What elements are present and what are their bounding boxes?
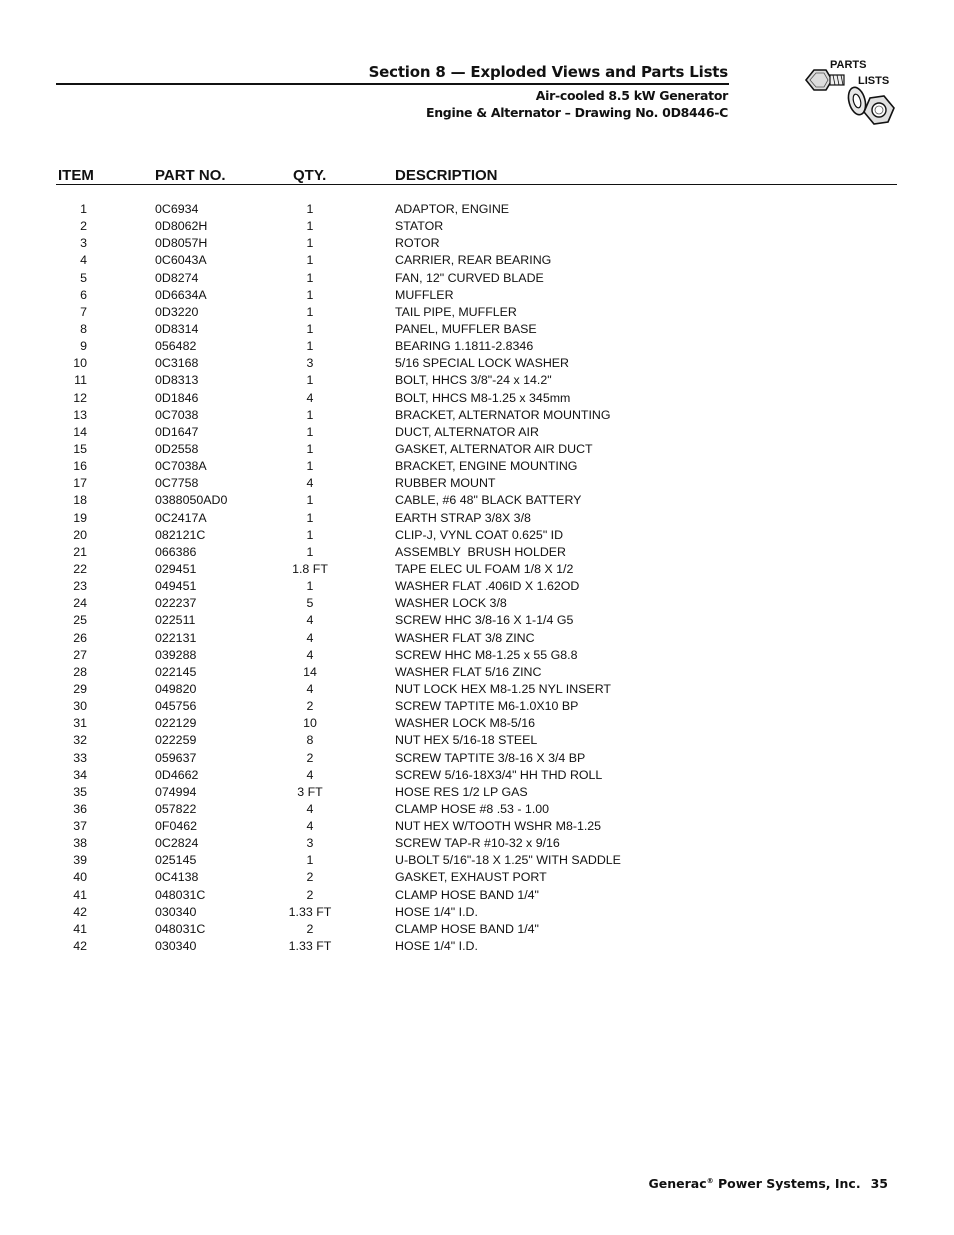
cell-qty: 1 <box>306 287 314 302</box>
cell-description: BRACKET, ENGINE MOUNTING <box>395 459 578 474</box>
table-row <box>0 338 954 355</box>
cell-qty: 1.33 FT <box>288 904 332 919</box>
cell-description: FAN, 12" CURVED BLADE <box>395 270 544 285</box>
cell-item: 11 <box>74 373 87 388</box>
table-row <box>0 321 954 338</box>
cell-part-no: 082121C <box>155 527 206 542</box>
cell-item: 4 <box>80 253 87 268</box>
parts-lists-logo-icon <box>800 54 900 134</box>
cell-part-no: 0C2824 <box>155 836 199 851</box>
cell-part-no: 022131 <box>155 630 197 645</box>
cell-description: WASHER FLAT 3/8 ZINC <box>395 630 535 645</box>
cell-item: 5 <box>80 270 87 285</box>
table-row <box>0 252 954 269</box>
cell-qty: 1 <box>306 493 314 508</box>
cell-item: 14 <box>73 424 87 439</box>
cell-item: 7 <box>80 304 87 319</box>
cell-part-no: 0D8057H <box>155 236 208 251</box>
cell-item: 21 <box>73 544 87 559</box>
cell-item: 31 <box>73 716 87 731</box>
cell-description: 5/16 SPECIAL LOCK WASHER <box>395 356 569 371</box>
cell-part-no: 0D1647 <box>155 424 199 439</box>
cell-description: STATOR <box>395 219 444 234</box>
section-title: Section 8 — Exploded Views and Parts Lists <box>368 63 728 81</box>
cell-qty: 1 <box>306 579 314 594</box>
table-row <box>0 835 954 852</box>
cell-description: WASHER LOCK M8-5/16 <box>395 716 536 731</box>
cell-item: 19 <box>73 510 87 525</box>
cell-description: BEARING 1.1811-2.8346 <box>395 339 534 354</box>
table-row <box>0 595 954 612</box>
column-header-qty: QTY. <box>293 167 327 184</box>
cell-item: 24 <box>73 596 87 611</box>
cell-item: 38 <box>73 836 87 851</box>
table-row <box>0 750 954 767</box>
cell-part-no: 0C3168 <box>155 356 199 371</box>
cell-qty: 5 <box>306 596 314 611</box>
cell-qty: 1 <box>306 236 314 251</box>
cell-item: 28 <box>73 664 87 679</box>
cell-description: BOLT, HHCS 3/8"-24 x 14.2" <box>395 373 552 388</box>
cell-qty: 4 <box>306 476 314 491</box>
cell-item: 35 <box>73 784 87 799</box>
table-row <box>0 887 954 904</box>
table-row <box>0 304 954 321</box>
cell-qty: 2 <box>306 699 314 714</box>
table-header-rule <box>56 184 897 185</box>
cell-qty: 8 <box>306 733 314 748</box>
cell-item: 37 <box>73 819 87 834</box>
cell-item: 6 <box>80 287 87 302</box>
cell-description: RUBBER MOUNT <box>395 476 496 491</box>
cell-part-no: 022237 <box>155 596 197 611</box>
cell-description: HOSE 1/4" I.D. <box>395 939 478 954</box>
cell-part-no: 0C7038A <box>155 459 207 474</box>
cell-qty: 4 <box>306 630 314 645</box>
cell-item: 34 <box>73 767 87 782</box>
cell-description: SCREW TAPTITE M6-1.0X10 BP <box>395 699 579 714</box>
column-header-description: DESCRIPTION <box>395 167 498 184</box>
cell-item: 12 <box>73 390 87 405</box>
cell-qty: 4 <box>306 801 314 816</box>
table-row <box>0 372 954 389</box>
cell-part-no: 0D3220 <box>155 304 199 319</box>
cell-item: 8 <box>80 321 87 336</box>
table-row <box>0 424 954 441</box>
cell-qty: 1 <box>306 253 314 268</box>
cell-description: BOLT, HHCS M8-1.25 x 345mm <box>395 390 571 405</box>
column-header-part-no: PART NO. <box>155 167 226 184</box>
cell-item: 36 <box>73 801 87 816</box>
cell-part-no: 022145 <box>155 664 197 679</box>
table-row <box>0 818 954 835</box>
cell-description: HOSE RES 1/2 LP GAS <box>395 784 528 799</box>
cell-description: SCREW HHC 3/8-16 X 1-1/4 G5 <box>395 613 574 628</box>
cell-description: GASKET, EXHAUST PORT <box>395 870 547 885</box>
cell-description: NUT HEX 5/16-18 STEEL <box>395 733 538 748</box>
cell-qty: 1 <box>306 527 314 542</box>
cell-part-no: 0C6043A <box>155 253 207 268</box>
cell-qty: 1 <box>306 321 314 336</box>
cell-qty: 3 <box>306 836 314 851</box>
cell-description: NUT HEX W/TOOTH WSHR M8-1.25 <box>395 819 602 834</box>
cell-description: MUFFLER <box>395 287 454 302</box>
cell-description: WASHER FLAT 5/16 ZINC <box>395 664 542 679</box>
cell-item: 42 <box>73 939 87 954</box>
table-row <box>0 767 954 784</box>
cell-part-no: 039288 <box>155 647 197 662</box>
header-rule <box>56 83 729 85</box>
cell-part-no: 030340 <box>155 939 197 954</box>
table-row <box>0 869 954 886</box>
cell-qty: 2 <box>306 750 314 765</box>
table-row <box>0 852 954 869</box>
cell-part-no: 0D8313 <box>155 373 199 388</box>
cell-description: CLAMP HOSE BAND 1/4" <box>395 921 539 936</box>
cell-qty: 1 <box>306 510 314 525</box>
cell-qty: 1 <box>306 270 314 285</box>
cell-item: 16 <box>73 459 87 474</box>
cell-description: CLAMP HOSE #8 .53 - 1.00 <box>395 801 550 816</box>
cell-qty: 4 <box>306 647 314 662</box>
table-row <box>0 647 954 664</box>
cell-description: ROTOR <box>395 236 440 251</box>
cell-qty: 1 <box>306 202 314 216</box>
cell-description: CARRIER, REAR BEARING <box>395 253 552 268</box>
cell-part-no: 0C2417A <box>155 510 207 525</box>
table-row <box>0 938 954 955</box>
cell-qty: 14 <box>303 664 317 679</box>
cell-part-no: 022129 <box>155 716 197 731</box>
cell-part-no: 074994 <box>155 784 197 799</box>
cell-description: SCREW HHC M8-1.25 x 55 G8.8 <box>395 647 578 662</box>
cell-part-no: 0D1846 <box>155 390 199 405</box>
table-row <box>0 561 954 578</box>
table-row <box>0 578 954 595</box>
cell-item: 41 <box>73 887 87 902</box>
cell-part-no: 022511 <box>155 613 196 628</box>
cell-part-no: 048031C <box>155 921 206 936</box>
cell-item: 27 <box>73 647 87 662</box>
cell-description: SCREW 5/16-18X3/4" HH THD ROLL <box>395 767 603 782</box>
table-row <box>0 270 954 287</box>
cell-part-no: 0D6634A <box>155 287 207 302</box>
cell-part-no: 029451 <box>155 561 197 576</box>
table-row <box>0 732 954 749</box>
table-row <box>0 407 954 424</box>
cell-item: 17 <box>73 476 87 491</box>
cell-part-no: 025145 <box>155 853 197 868</box>
cell-item: 18 <box>73 493 87 508</box>
cell-part-no: 0C4138 <box>155 870 199 885</box>
cell-part-no: 030340 <box>155 904 197 919</box>
cell-item: 2 <box>80 219 87 234</box>
table-row <box>0 612 954 629</box>
cell-part-no: 0D8274 <box>155 270 199 285</box>
cell-qty: 1 <box>306 459 314 474</box>
cell-part-no: 022259 <box>155 733 197 748</box>
table-row <box>0 510 954 527</box>
cell-qty: 2 <box>306 887 314 902</box>
cell-description: CABLE, #6 48" BLACK BATTERY <box>395 493 582 508</box>
cell-item: 39 <box>73 853 87 868</box>
table-row <box>0 904 954 921</box>
cell-item: 26 <box>73 630 87 645</box>
page-footer <box>649 1176 889 1191</box>
table-row <box>0 218 954 235</box>
cell-part-no: 049820 <box>155 681 197 696</box>
cell-part-no: 0388050AD0 <box>155 493 228 508</box>
cell-description: EARTH STRAP 3/8X 3/8 <box>395 510 531 525</box>
logo-text-parts: PARTS <box>830 59 867 71</box>
cell-qty: 4 <box>306 681 314 696</box>
cell-part-no: 0D8314 <box>155 321 199 336</box>
table-row <box>0 698 954 715</box>
cell-description: ASSEMBLY BRUSH HOLDER <box>395 544 566 559</box>
cell-part-no: 066386 <box>155 544 197 559</box>
cell-qty: 4 <box>306 819 314 834</box>
table-row <box>0 921 954 938</box>
parts-table-body <box>0 201 954 955</box>
cell-item: 3 <box>80 236 87 251</box>
cell-qty: 1.33 FT <box>288 939 332 954</box>
table-row <box>0 527 954 544</box>
footer-company-rest: Power Systems, Inc. <box>713 1176 861 1191</box>
table-row <box>0 681 954 698</box>
logo-text-lists: LISTS <box>858 75 890 87</box>
cell-description: WASHER LOCK 3/8 <box>395 596 507 611</box>
cell-item: 40 <box>73 870 87 885</box>
table-row <box>0 630 954 647</box>
cell-description: U-BOLT 5/16"-18 X 1.25" WITH SADDLE <box>395 853 621 868</box>
cell-qty: 1 <box>306 424 314 439</box>
cell-part-no: 059637 <box>155 750 197 765</box>
cell-part-no: 056482 <box>155 339 197 354</box>
cell-description: BRACKET, ALTERNATOR MOUNTING <box>395 407 611 422</box>
cell-qty: 1 <box>306 339 314 354</box>
cell-qty: 3 FT <box>297 784 323 799</box>
cell-item: 42 <box>73 904 87 919</box>
cell-qty: 3 <box>306 356 314 371</box>
cell-qty: 1 <box>306 219 314 234</box>
cell-part-no: 045756 <box>155 699 197 714</box>
cell-qty: 4 <box>306 767 314 782</box>
footer-company: Generac <box>648 1176 707 1191</box>
cell-item: 30 <box>73 699 87 714</box>
cell-description: WASHER FLAT .406ID X 1.62OD <box>395 579 580 594</box>
cell-description: DUCT, ALTERNATOR AIR <box>395 424 539 439</box>
cell-description: GASKET, ALTERNATOR AIR DUCT <box>395 441 593 456</box>
registered-mark: ® <box>706 1176 714 1185</box>
cell-part-no: 0C6934 <box>155 202 199 216</box>
cell-item: 32 <box>73 733 87 748</box>
cell-part-no: 057822 <box>155 801 197 816</box>
table-row <box>0 664 954 681</box>
table-row <box>0 492 954 509</box>
table-row <box>0 441 954 458</box>
table-row <box>0 235 954 252</box>
table-row <box>0 458 954 475</box>
document-subtitle-model: Air-cooled 8.5 kW Generator <box>535 88 728 103</box>
table-row <box>0 201 954 218</box>
cell-description: PANEL, MUFFLER BASE <box>395 321 537 336</box>
cell-qty: 1 <box>306 373 314 388</box>
cell-qty: 1 <box>306 441 314 456</box>
cell-part-no: 048031C <box>155 887 206 902</box>
cell-description: SCREW TAPTITE 3/8-16 X 3/4 BP <box>395 750 586 765</box>
cell-description: TAIL PIPE, MUFFLER <box>395 304 517 319</box>
cell-item: 15 <box>73 441 87 456</box>
column-header-item: ITEM <box>58 167 94 184</box>
cell-qty: 4 <box>306 613 314 628</box>
cell-item: 29 <box>73 681 87 696</box>
cell-item: 41 <box>73 921 87 936</box>
table-row <box>0 287 954 304</box>
cell-part-no: 0C7038 <box>155 407 199 422</box>
cell-qty: 4 <box>306 390 314 405</box>
cell-qty: 1 <box>306 407 314 422</box>
cell-description: CLIP-J, VYNL COAT 0.625" ID <box>395 527 564 542</box>
cell-description: NUT LOCK HEX M8-1.25 NYL INSERT <box>395 681 611 696</box>
cell-item: 23 <box>73 579 87 594</box>
cell-item: 25 <box>73 613 87 628</box>
table-row <box>0 715 954 732</box>
cell-item: 10 <box>73 356 87 371</box>
table-row <box>0 544 954 561</box>
cell-part-no: 0D8062H <box>155 219 208 234</box>
cell-qty: 1 <box>306 544 314 559</box>
table-row <box>0 475 954 492</box>
cell-item: 1 <box>80 202 87 216</box>
cell-item: 20 <box>73 527 87 542</box>
cell-qty: 1 <box>306 853 314 868</box>
cell-description: CLAMP HOSE BAND 1/4" <box>395 887 539 902</box>
cell-qty: 1.8 FT <box>292 561 328 576</box>
cell-description: HOSE 1/4" I.D. <box>395 904 478 919</box>
cell-part-no: 0F0462 <box>155 819 198 834</box>
cell-item: 9 <box>80 339 87 354</box>
page-number: 35 <box>870 1176 888 1191</box>
document-subtitle-drawing: Engine & Alternator – Drawing No. 0D8446-C <box>425 105 728 120</box>
cell-description: TAPE ELEC UL FOAM 1/8 X 1/2 <box>395 561 574 576</box>
cell-item: 22 <box>73 561 87 576</box>
cell-qty: 2 <box>306 921 314 936</box>
table-row <box>0 390 954 407</box>
cell-description: ADAPTOR, ENGINE <box>395 202 510 216</box>
table-row <box>0 784 954 801</box>
cell-qty: 10 <box>303 716 317 731</box>
table-row <box>0 801 954 818</box>
cell-part-no: 049451 <box>155 579 197 594</box>
table-row <box>0 355 954 372</box>
cell-part-no: 0C7758 <box>155 476 199 491</box>
cell-part-no: 0D2558 <box>155 441 199 456</box>
cell-item: 33 <box>73 750 87 765</box>
cell-description: SCREW TAP-R #10-32 x 9/16 <box>395 836 560 851</box>
cell-part-no: 0D4662 <box>155 767 199 782</box>
cell-qty: 1 <box>306 304 314 319</box>
cell-qty: 2 <box>306 870 314 885</box>
cell-item: 13 <box>73 407 87 422</box>
